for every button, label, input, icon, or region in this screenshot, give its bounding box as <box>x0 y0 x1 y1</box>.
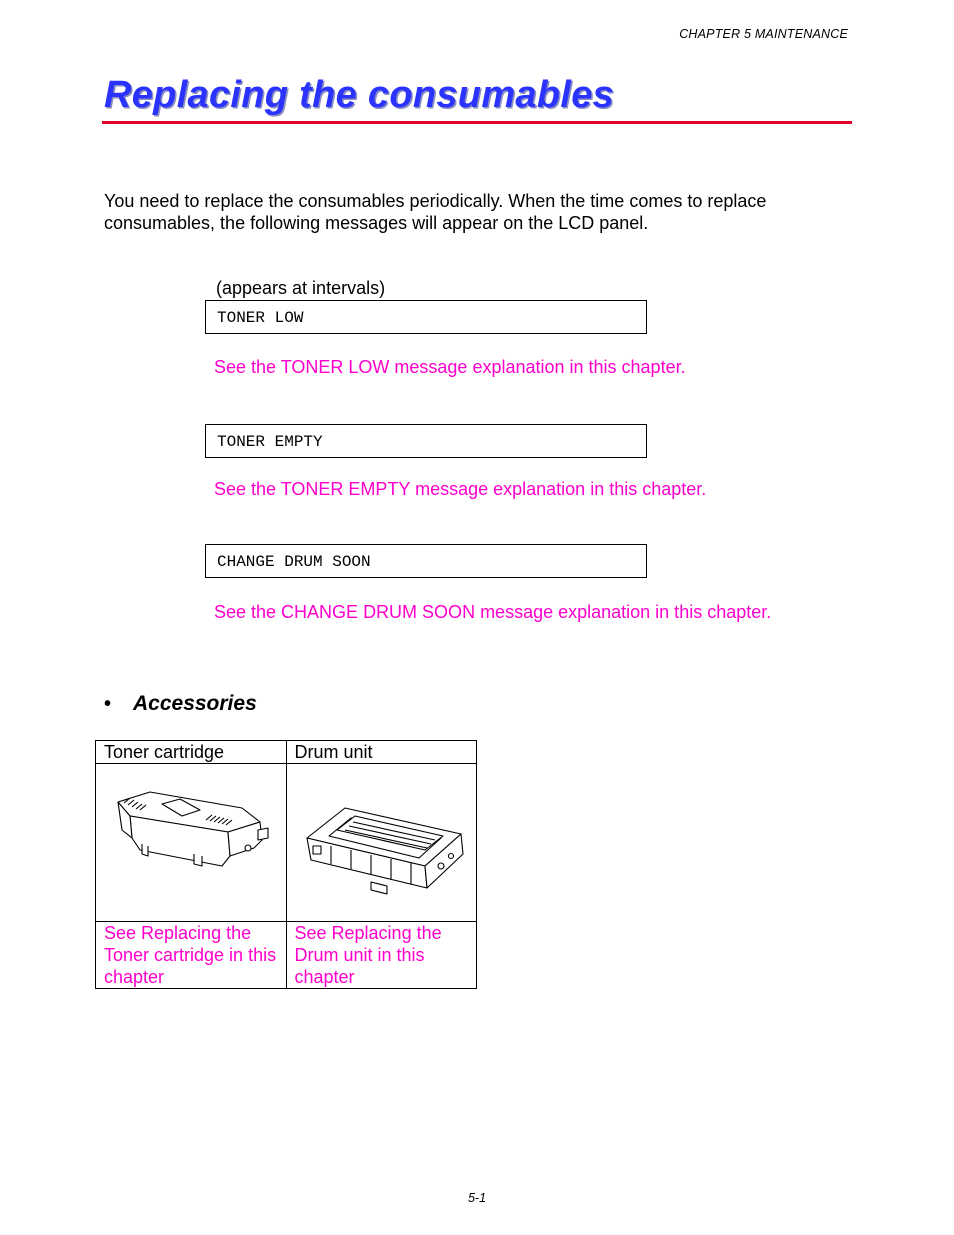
toner-cartridge-icon <box>110 786 270 876</box>
toner-low-explanation-link[interactable]: See the TONER LOW message explanation in this chapter. <box>214 357 686 377</box>
chapter-header: CHAPTER 5 MAINTENANCE <box>679 27 848 41</box>
toner-cartridge-image-cell <box>96 764 287 922</box>
accessories-table <box>95 740 477 989</box>
drum-unit-header: Drum unit <box>286 741 477 764</box>
drum-unit-icon <box>301 802 471 902</box>
lcd-message-toner-empty: TONER EMPTY <box>205 424 647 458</box>
toner-cartridge-replace-link[interactable]: See Replacing the Toner cartridge in this chapter <box>96 922 287 989</box>
interval-note: (appears at intervals) <box>216 278 386 298</box>
lcd-message-toner-low: TONER LOW <box>205 300 647 334</box>
drum-unit-replace-link[interactable]: See Replacing the Drum unit in this chapter <box>286 922 477 989</box>
toner-cartridge-header: Toner cartridge <box>96 741 287 764</box>
drum-unit-image-cell <box>286 764 477 922</box>
change-drum-soon-explanation-link[interactable]: See the CHANGE DRUM SOON message explanation in this chapter. <box>214 602 772 622</box>
page-number: 5-1 <box>467 1191 487 1205</box>
bullet-icon: • <box>104 693 112 715</box>
title-underline <box>102 121 852 124</box>
page-title: Replacing the consumables <box>104 74 615 116</box>
lcd-message-change-drum-soon: CHANGE DRUM SOON <box>205 544 647 578</box>
intro-paragraph: You need to replace the consumables periodically. When the time comes to replace consumables, the following messages will appear on the LCD panel. <box>104 191 767 233</box>
accessories-heading: Accessories <box>133 692 257 715</box>
toner-empty-explanation-link[interactable]: See the TONER EMPTY message explanation in this chapter. <box>214 479 707 499</box>
